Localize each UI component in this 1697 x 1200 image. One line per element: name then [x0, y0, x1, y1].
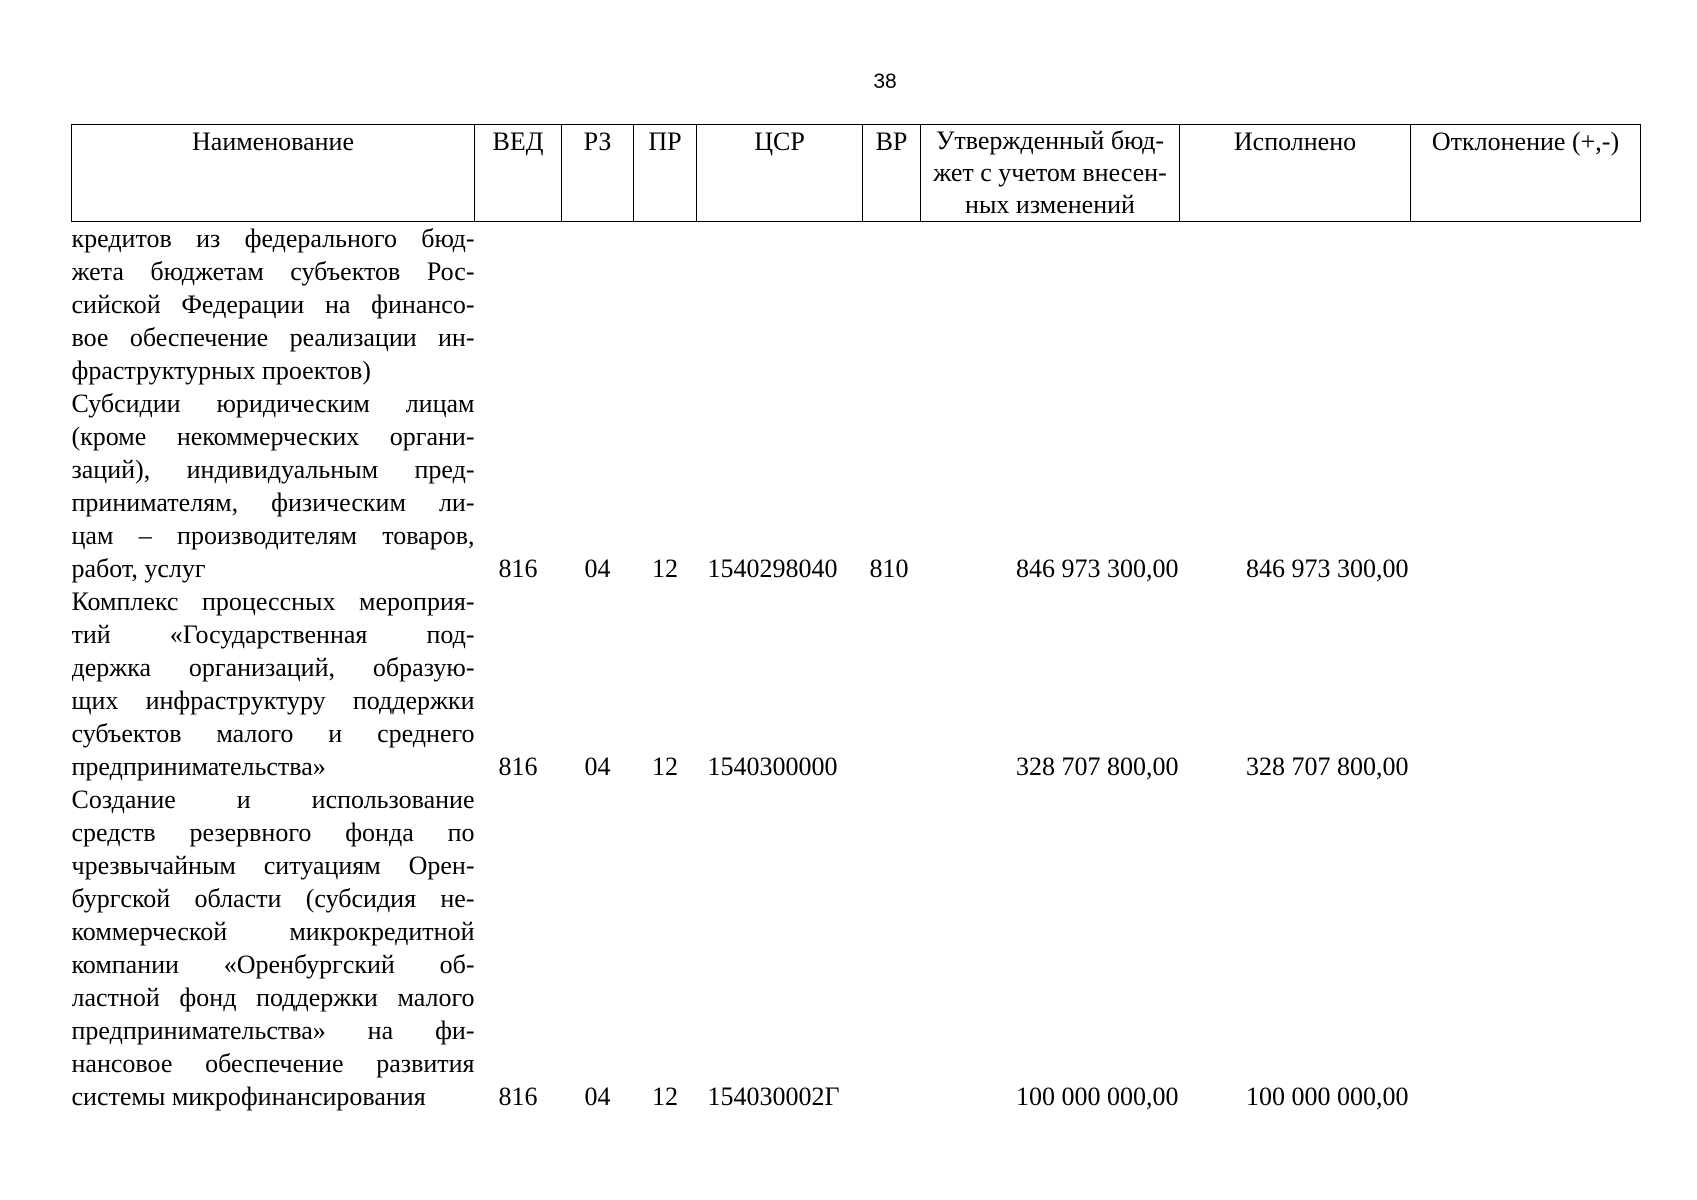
table-row [72, 783, 1641, 1113]
header-pr: ПР [634, 125, 697, 222]
row-name [72, 585, 475, 783]
header-approved-budget: Утвержденный бюд- жет с учетом внесен- ных изменений [921, 125, 1180, 222]
row-name-line: ластной фонд поддержки малого [71, 983, 475, 1012]
row-vr [863, 222, 921, 388]
row-name-line: коммерческой микрокредитной [71, 917, 475, 946]
row-ved: 816 [498, 752, 538, 781]
row-pr: 12 [652, 554, 678, 583]
row-csr: 1540298040 [707, 554, 838, 583]
row-name-line: цам – производителям товаров, [71, 521, 475, 550]
row-name-line: средств резервного фонда по [71, 818, 475, 847]
row-csr [697, 222, 863, 388]
row-vr [863, 585, 921, 783]
row-name-line: субъектов малого и среднего [71, 719, 475, 748]
row-name [72, 222, 475, 388]
row-ved: 816 [498, 554, 538, 583]
row-deviation [1411, 783, 1641, 1113]
header-executed: Исполнено [1180, 125, 1411, 222]
row-name-line: нансовое обеспечение развития [71, 1049, 475, 1078]
row-csr: 1540300000 [707, 752, 838, 781]
row-name-line: щих инфраструктуру поддержки [71, 686, 475, 715]
row-rz: 04 [584, 1082, 611, 1111]
row-name-line: вое обеспечение реализации ин- [71, 323, 475, 352]
row-name-line: тий «Государственная под- [71, 620, 475, 649]
row-name [72, 783, 475, 1113]
row-rz: 04 [584, 752, 611, 781]
row-name-line: принимателям, физическим ли- [71, 488, 475, 517]
row-name-line: (кроме некоммерческих органи- [71, 422, 475, 451]
table-row [72, 387, 1641, 585]
row-approved-budget [921, 222, 1180, 388]
row-vr [863, 783, 921, 1113]
row-deviation [1411, 387, 1641, 585]
row-vr: 810 [869, 554, 909, 583]
page-number: 38 [873, 70, 897, 93]
row-pr: 12 [652, 1082, 678, 1111]
row-name-line: держка организаций, образую- [71, 653, 475, 682]
table-body [72, 222, 1641, 1114]
row-rz: 04 [584, 554, 611, 583]
row-approved-budget: 328 707 800,00 [1016, 752, 1179, 781]
header-row [72, 125, 1641, 222]
row-executed: 100 000 000,00 [1246, 1082, 1409, 1111]
header-csr: ЦСР [697, 125, 863, 222]
table-header [72, 125, 1641, 222]
row-executed [1180, 222, 1411, 388]
row-deviation [1411, 222, 1641, 388]
row-approved-budget: 846 973 300,00 [1016, 554, 1179, 583]
row-name-line: компании «Оренбургский об- [71, 950, 475, 979]
row-name-line: Субсидии юридическим лицам [71, 389, 475, 418]
row-ved: 816 [498, 1082, 538, 1111]
row-executed: 846 973 300,00 [1246, 554, 1409, 583]
header-vr: ВР [863, 125, 921, 222]
row-name-line: предпринимательства» на фи- [71, 1016, 475, 1045]
row-csr: 154030002Г [707, 1082, 840, 1111]
row-name [72, 387, 475, 585]
header-deviation: Отклонение (+,-) [1411, 125, 1641, 222]
row-name-line: Комплекс процессных мероприя- [71, 587, 475, 616]
row-pr: 12 [652, 752, 678, 781]
row-name-line: жета бюджетам субъектов Рос- [71, 257, 475, 286]
row-executed: 328 707 800,00 [1246, 752, 1409, 781]
row-name-line: сийской Федерации на финансо- [71, 290, 475, 319]
row-name-line: Создание и использование [71, 785, 475, 814]
row-name-line: системы микрофинансирования [71, 1082, 426, 1111]
row-name-line: чрезвычайным ситуациям Орен- [71, 851, 475, 880]
table-row [72, 585, 1641, 783]
header-name: Наименование [72, 125, 475, 222]
row-name-line: кредитов из федерального бюд- [71, 224, 475, 253]
header-ved: ВЕД [475, 125, 562, 222]
row-name-line: фраструктурных проектов) [71, 356, 371, 385]
row-rz [562, 222, 634, 388]
table-row [72, 222, 1641, 388]
row-pr [634, 222, 697, 388]
row-ved [475, 222, 562, 388]
row-deviation [1411, 585, 1641, 783]
row-approved-budget: 100 000 000,00 [1016, 1082, 1179, 1111]
row-name-line: бургской области (субсидия не- [71, 884, 475, 913]
row-name-line: заций), индивидуальным пред- [71, 455, 475, 484]
row-name-line: предпринимательства» [71, 752, 326, 781]
header-rz: РЗ [562, 125, 634, 222]
row-name-line: работ, услуг [71, 554, 206, 583]
budget-execution-table [71, 124, 1641, 1113]
